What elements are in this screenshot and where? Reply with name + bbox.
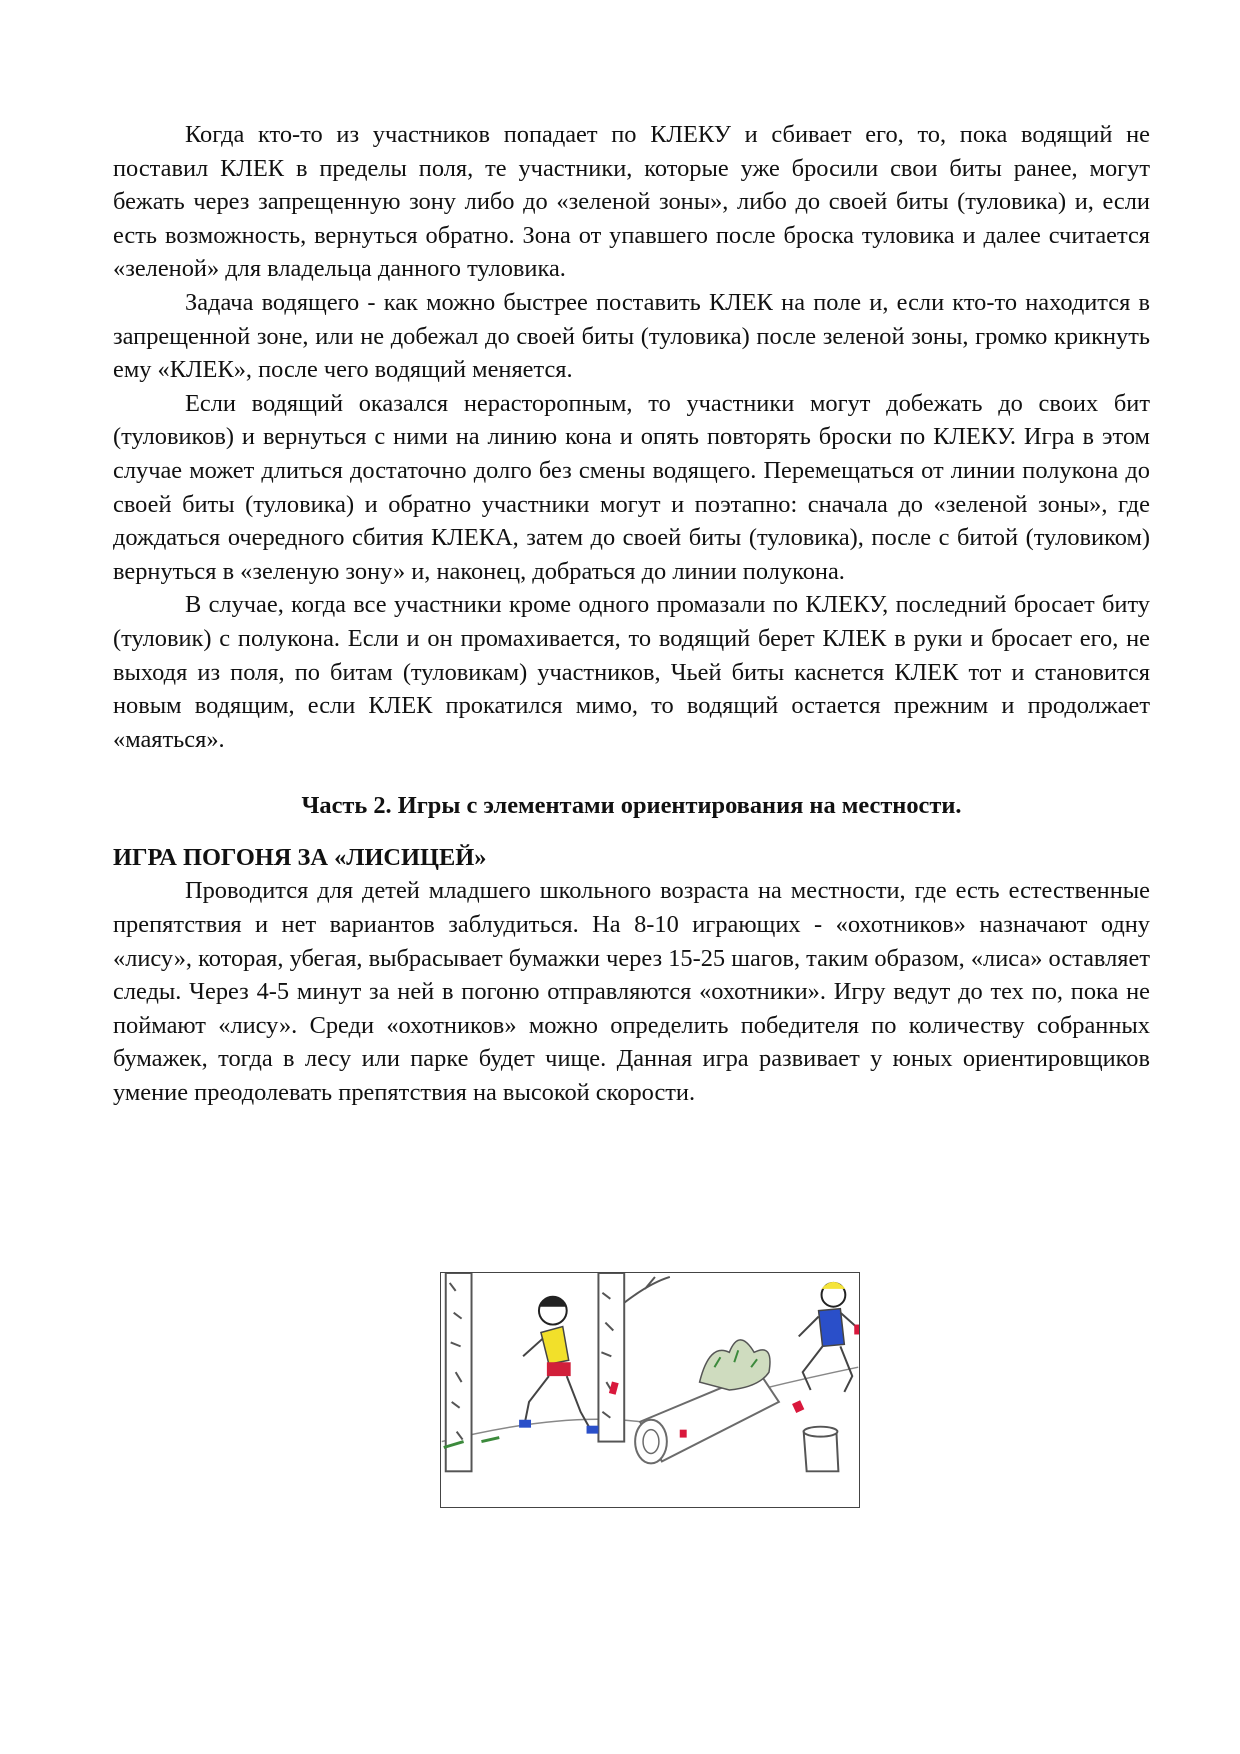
- paragraph-2: Задача водящего - как можно быстрее поставить КЛЕК на поле и, если кто-то находится в запрещенной зоне, или не добежал до своей биты (туловика) после зеленой зоны, громко крикнуть ему «КЛЕК», после чего водящий меняется.: [113, 288, 1150, 384]
- paragraph-3: Если водящий оказался нерасторопным, то участники могут добежать до своих бит (туловиков) и вернуться с ними на линию кона и опять повторять броски по КЛЕКУ. Игра в этом случае может длиться достаточно долго без смены водящего. Перемещаться от линии полукона до своей биты (туловика) и обратно участники могут и поэтапно: сначала до «зеленой зоны», где дождаться очередного сбития КЛЕКА, затем до своей биты (туловика), после с битой (туловиком) вернуться в «зеленую зону» и, наконец, добраться до линии полукона.: [113, 389, 1150, 585]
- game-paragraph: Проводится для детей младшего школьного возраста на местности, где есть естественные препятствия и нет вариантов заблудиться. На 8-10 играющих - «охотников» назначают одну «лису», которая, убегая, выбрасывает бумажки через 15-25 шагов, таким образом, «лиса» оставляет следы. Через 4-5 минут за ней в погоню отправляются «охотники». Игру ведут до тех по, пока не поймают «лису». Среди «охотников» можно определить победителя по количеству собранных бумажек, тогда в лесу или парке будет чище. Данная игра развивает у юных ориентировщиков умение преодолевать препятствия на высокой скорости.: [113, 877, 1150, 1107]
- paragraph-4: В случае, когда все участники кроме одного промазали по КЛЕКУ, последний бросает биту (туловик) с полукона. Если и он промахивается, то водящий берет КЛЕК в руки и бросает его, не выходя из поля, по битам (туловикам) участников, Чьей биты каснется КЛЕК тот и становится новым водящим, если КЛЕК прокатился мимо, то водящий остается прежним и продолжает «маяться».: [113, 591, 1150, 753]
- section-heading: Часть 2. Игры с элементами ориентирования на местности.: [301, 792, 962, 820]
- illustration-forest-chase: [440, 1272, 860, 1508]
- document-page: [113, 118, 1150, 1110]
- game-title: ИГРА ПОГОНЯ ЗА «ЛИСИЦЕЙ»: [113, 843, 487, 871]
- forest-chase-drawing: [441, 1273, 859, 1507]
- paragraph-1: Когда кто-то из участников попадает по КЛЕКУ и сбивает его, то, пока водящий не поставил КЛЕК в пределы поля, те участники, которые уже бросили свои биты ранее, могут бежать через запрещенную зону либо до «зеленой зоны», либо до своей биты (туловика) и, если есть возможность, вернуться обратно. Зона от упавшего после броска туловика и далее считается «зеленой» для владельца данного туловика.: [113, 121, 1150, 283]
